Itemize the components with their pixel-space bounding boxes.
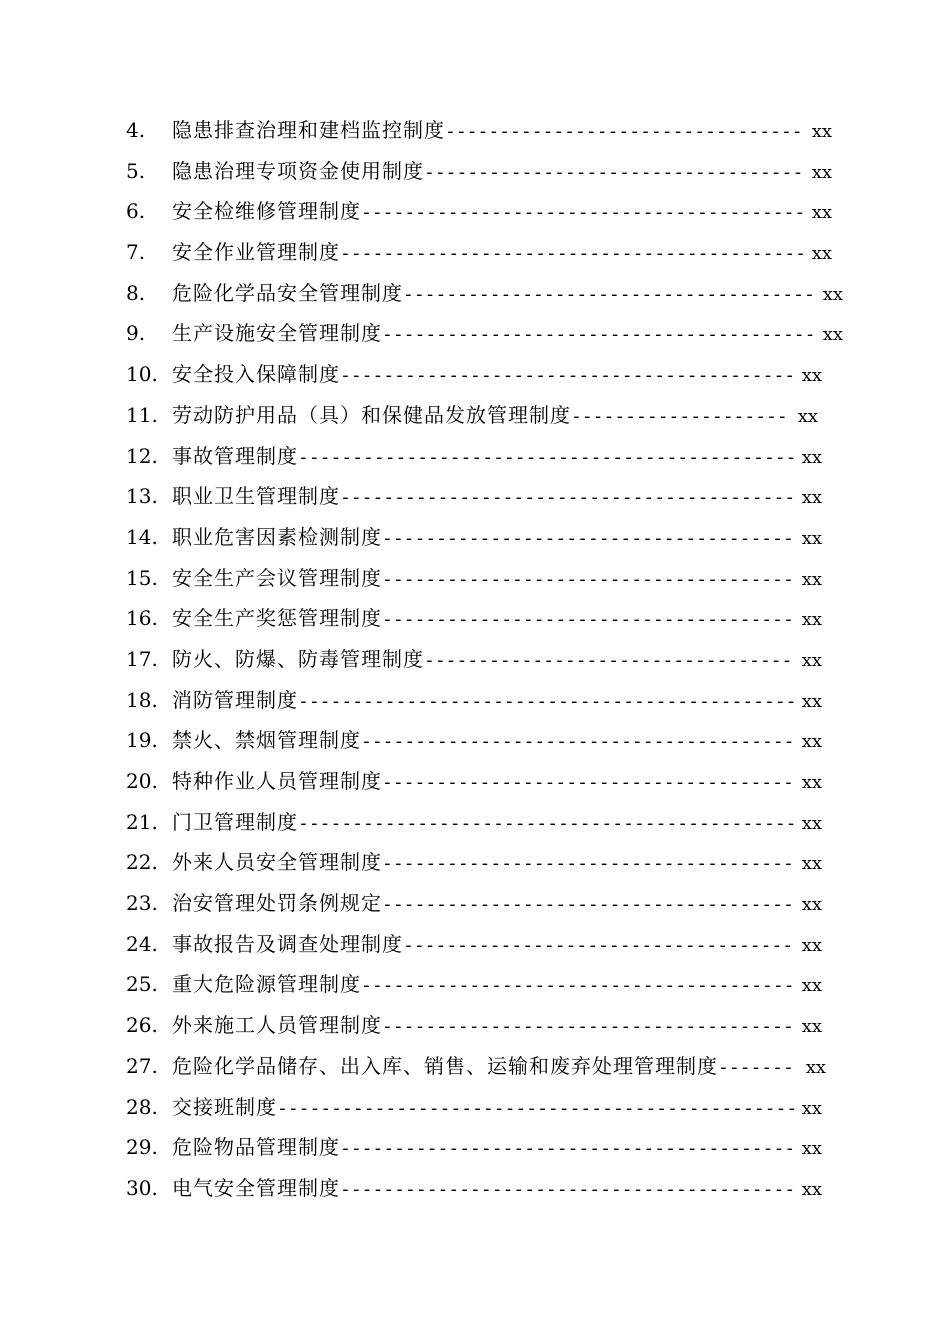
entry-title: 职业危害因素检测制度 (172, 524, 382, 549)
entry-title: 消防管理制度 (172, 687, 298, 712)
entry-number: 13. (126, 484, 158, 509)
entry-number: 20. (126, 769, 158, 793)
entry-title-line (172, 279, 822, 309)
dot-leader: ------------------------------------------ (340, 487, 796, 509)
entry-title: 安全生产会议管理制度 (172, 565, 382, 590)
entry-page: xx (801, 690, 822, 712)
entry-title-line (172, 401, 797, 431)
entry-title: 隐患排查治理和建档监控制度 (172, 118, 445, 142)
dot-leader: ---------------------------------------- (361, 731, 795, 753)
entry-title-line (172, 238, 811, 268)
entry-number: 9. (126, 321, 146, 346)
entry-number: 30. (126, 1175, 158, 1200)
entry-number: 18. (126, 687, 158, 712)
entry-number: 6. (126, 199, 146, 224)
entry-number: 7. (126, 240, 146, 265)
entry-page: xx (801, 812, 822, 834)
entry-title-line (172, 523, 801, 553)
entry-title-line (172, 767, 801, 797)
entry-title: 安全投入保障制度 (172, 362, 340, 387)
entry-title: 事故管理制度 (172, 443, 298, 468)
entry-title: 危险化学品安全管理制度 (172, 280, 403, 305)
entry-number: 4. (126, 118, 146, 142)
dot-leader: ----------------------------------- (424, 161, 804, 183)
entry-number: 11. (126, 402, 158, 427)
dot-leader: --------------------------------- (445, 121, 803, 142)
entry-page: xx (801, 568, 822, 590)
toc-entry[interactable] (0, 560, 950, 601)
entry-title: 外来施工人员管理制度 (172, 1013, 382, 1038)
entry-number: 24. (126, 931, 158, 956)
dot-leader: ------------------------------------------------ (277, 1097, 798, 1119)
dot-leader: -------------------- (571, 405, 788, 427)
entry-number: 21. (126, 809, 158, 834)
toc-entry[interactable] (0, 356, 950, 397)
entry-title-line (172, 1011, 801, 1041)
dot-leader: ------- (718, 1056, 794, 1078)
entry-page: xx (801, 365, 822, 387)
dot-leader: ---------------------------------------------- (298, 812, 797, 834)
entry-title-line (172, 604, 801, 634)
entry-number: 22. (126, 850, 158, 875)
entry-number: 12. (126, 443, 158, 468)
toc-entry[interactable] (0, 844, 950, 885)
dot-leader: ------------------------------------------ (340, 1178, 796, 1200)
entry-page: xx (801, 975, 822, 997)
entry-title-line (172, 889, 801, 919)
entry-page: xx (801, 1178, 822, 1200)
dot-leader: ---------------------------------- (424, 649, 793, 671)
toc-entry[interactable] (0, 519, 950, 560)
toc-entry[interactable] (0, 438, 950, 479)
entry-title: 危险物品管理制度 (172, 1135, 340, 1160)
entry-title: 门卫管理制度 (172, 809, 298, 834)
toc-entry[interactable] (0, 804, 950, 845)
dot-leader: -------------------------------------- (382, 853, 794, 875)
entry-title: 危险化学品储存、出入库、销售、运输和废弃处理管理制度 (172, 1053, 718, 1078)
dot-leader: -------------------------------------- (382, 1016, 794, 1038)
entry-number: 5. (126, 158, 146, 183)
entry-title: 安全生产奖惩管理制度 (172, 606, 382, 631)
toc-entry[interactable] (0, 478, 950, 519)
entry-number: 8. (126, 280, 146, 305)
dot-leader: -------------------------------------- (403, 283, 815, 305)
toc-entry[interactable] (0, 112, 950, 153)
entry-title-line (172, 442, 801, 472)
entry-page: xx (801, 853, 822, 875)
toc-entry[interactable] (0, 1089, 950, 1130)
entry-number: 25. (126, 972, 158, 997)
toc-entry[interactable] (0, 275, 950, 316)
entry-title: 电气安全管理制度 (172, 1175, 340, 1200)
entry-page: xx (801, 649, 822, 671)
entry-title-line (172, 116, 811, 146)
entry-title: 生产设施安全管理制度 (172, 321, 382, 346)
dot-leader: ---------------------------------------------- (298, 446, 797, 468)
entry-title-line (172, 1133, 801, 1163)
toc-entry[interactable] (0, 722, 950, 763)
toc-entry[interactable] (0, 926, 950, 967)
entry-page: xx (811, 121, 832, 142)
entry-title-line (172, 930, 801, 960)
entry-title-line (172, 360, 801, 390)
toc-entry[interactable] (0, 885, 950, 926)
dot-leader: ----------------------------------------- (361, 202, 806, 224)
entry-page: xx (801, 446, 822, 468)
toc-entry[interactable] (0, 1048, 950, 1089)
toc-entry[interactable] (0, 966, 950, 1007)
entry-title: 安全作业管理制度 (172, 240, 340, 265)
entry-title: 禁火、禁烟管理制度 (172, 728, 361, 753)
entry-page: xx (811, 161, 832, 183)
toc-entry[interactable] (0, 397, 950, 438)
entry-title-line (172, 808, 801, 838)
dot-leader: -------------------------------------- (382, 609, 794, 631)
entry-page: xx (801, 1016, 822, 1038)
toc-entry[interactable] (0, 1129, 950, 1170)
entry-number: 17. (126, 646, 158, 671)
entry-title: 安全检维修管理制度 (172, 199, 361, 224)
entry-page: xx (801, 609, 822, 631)
entry-page: xx (822, 283, 843, 305)
entry-page: xx (822, 324, 843, 346)
entry-title: 职业卫生管理制度 (172, 484, 340, 509)
entry-title-line (172, 319, 822, 349)
entry-page: xx (801, 894, 822, 916)
entry-title: 事故报告及调查处理制度 (172, 931, 403, 956)
entry-title-line (172, 1093, 801, 1123)
entry-number: 29. (126, 1135, 158, 1160)
dot-leader: ------------------------------------------ (340, 365, 796, 387)
entry-title: 治安管理处罚条例规定 (172, 891, 382, 916)
entry-number: 19. (126, 728, 158, 753)
entry-number: 15. (126, 565, 158, 590)
entry-title-line (172, 482, 801, 512)
toc-entry[interactable] (0, 1007, 950, 1048)
entry-title-line (172, 157, 811, 187)
toc-entry[interactable] (0, 153, 950, 194)
dot-leader: ------------------------------------------- (340, 243, 806, 265)
entry-number: 26. (126, 1013, 158, 1038)
entry-page: xx (801, 731, 822, 753)
dot-leader: -------------------------------------- (382, 527, 794, 549)
entry-number: 14. (126, 524, 158, 549)
toc-entry[interactable] (0, 641, 950, 682)
entry-title-line (172, 645, 801, 675)
entry-title: 交接班制度 (172, 1094, 277, 1119)
dot-leader: -------------------------------------- (382, 894, 794, 916)
entry-title: 特种作业人员管理制度 (172, 769, 382, 793)
entry-page: xx (805, 1056, 826, 1078)
entry-page: xx (801, 1097, 822, 1119)
entry-number: 23. (126, 891, 158, 916)
entry-number: 10. (126, 362, 158, 387)
dot-leader: ---------------------------------------- (382, 324, 816, 346)
entry-title: 劳动防护用品（具）和保健品发放管理制度 (172, 402, 571, 427)
entry-number: 16. (126, 606, 158, 631)
toc-entry[interactable] (0, 763, 950, 804)
entry-page: xx (801, 487, 822, 509)
entry-page: xx (811, 202, 832, 224)
entry-title-line (172, 564, 801, 594)
entry-title-line (172, 1052, 805, 1082)
entry-number: 27. (126, 1053, 158, 1078)
entry-title: 隐患治理专项资金使用制度 (172, 158, 424, 183)
entry-page: xx (801, 1138, 822, 1160)
toc-entry[interactable] (0, 1170, 950, 1211)
entry-title-line (172, 686, 801, 716)
entry-title: 外来人员安全管理制度 (172, 850, 382, 875)
dot-leader: -------------------------------------- (382, 772, 794, 793)
entry-page: xx (801, 934, 822, 956)
toc-entry[interactable] (0, 600, 950, 641)
entry-title-line (172, 970, 801, 1000)
entry-title: 重大危险源管理制度 (172, 972, 361, 997)
table-of-contents (0, 112, 950, 1211)
dot-leader: ------------------------------------ (403, 934, 794, 956)
dot-leader: ------------------------------------------ (340, 1138, 796, 1160)
entry-title-line (172, 848, 801, 878)
entry-page: xx (801, 527, 822, 549)
toc-entry[interactable] (0, 682, 950, 723)
toc-entry[interactable] (0, 315, 950, 356)
dot-leader: -------------------------------------- (382, 568, 794, 590)
entry-page: xx (801, 772, 822, 793)
entry-title-line (172, 197, 811, 227)
dot-leader: ---------------------------------------- (361, 975, 795, 997)
entry-title-line (172, 1174, 801, 1204)
entry-title: 防火、防爆、防毒管理制度 (172, 646, 424, 671)
entry-number: 28. (126, 1094, 158, 1119)
entry-title-line (172, 726, 801, 756)
toc-entry[interactable] (0, 193, 950, 234)
toc-entry[interactable] (0, 234, 950, 275)
entry-page: xx (797, 405, 818, 427)
dot-leader: ---------------------------------------------- (298, 690, 797, 712)
entry-page: xx (811, 243, 832, 265)
